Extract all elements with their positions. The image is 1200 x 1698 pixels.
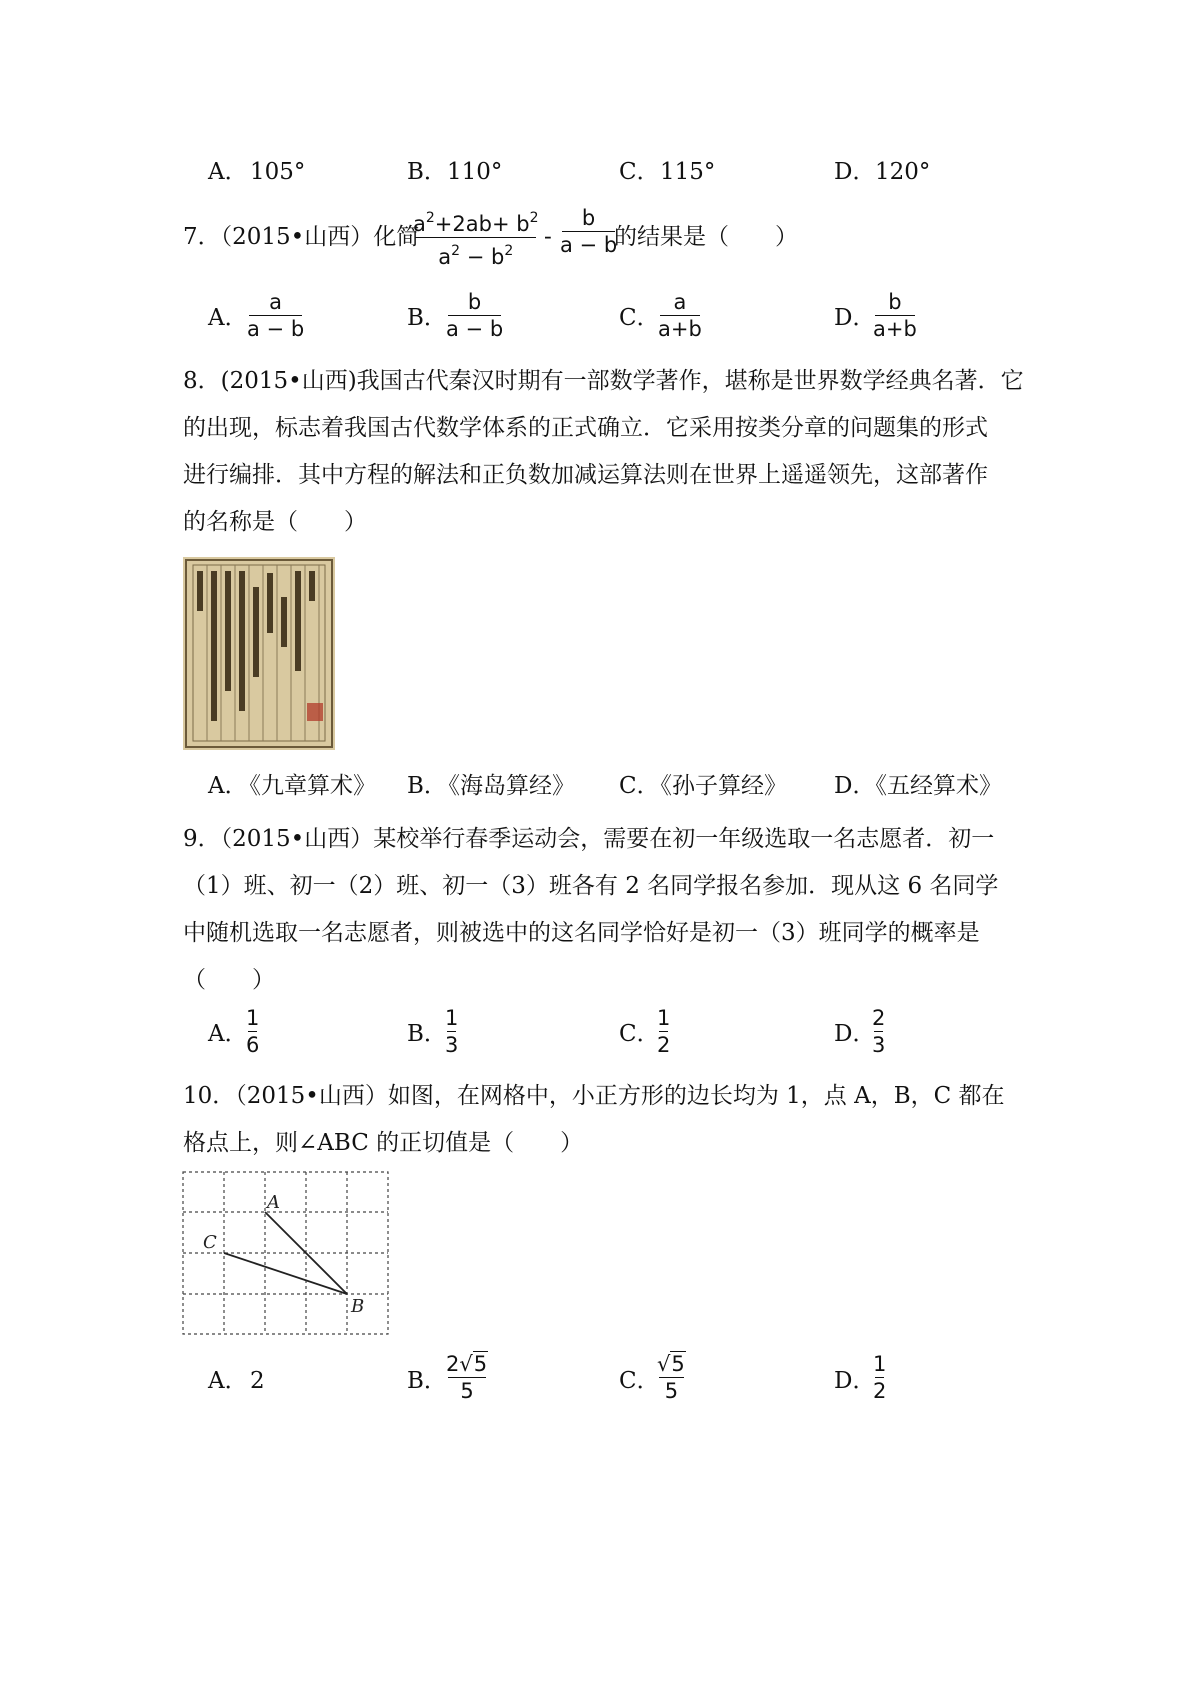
q10-option-a-letter: A．	[208, 1368, 248, 1394]
q8-option-c: 《孙子算经》	[649, 773, 787, 799]
denominator: a+b	[658, 317, 702, 341]
denominator: 2	[873, 1379, 887, 1403]
q6-option-a-letter: A．	[208, 159, 248, 185]
q9-line-3: 中随机选取一名志愿者，则被选中的这名同学恰好是初一（3）班同学的概率是	[183, 920, 980, 946]
point-b-label: B	[351, 1296, 365, 1317]
q10-option-b	[446, 1351, 488, 1404]
q7-frac1-denominator: $a^2 - b^2$	[438, 243, 514, 269]
numerator: 2	[872, 1006, 886, 1030]
q6-option-d: 120°	[875, 159, 931, 185]
q9-line-4: （ ）	[183, 967, 275, 993]
q10-option-d-letter: D．	[834, 1368, 876, 1394]
q7-option-a	[247, 289, 304, 342]
q9-line-1: 9．（2015•山西）某校举行春季运动会，需要在初一年级选取一名志愿者．初一	[183, 826, 995, 852]
q7-option-b	[446, 289, 503, 342]
denominator: 5	[460, 1379, 474, 1403]
q9-line-2: （1）班、初一（2）班、初一（3）班各有 2 名同学报名参加．现从这 6 名同学	[183, 873, 999, 899]
q6-option-b: 110°	[447, 159, 503, 185]
q8-option-d: 《五经算术》	[864, 773, 1002, 799]
q9-option-d	[872, 1005, 885, 1058]
q7-option-d-letter: D．	[834, 305, 876, 331]
q8-option-b-letter: B．	[407, 773, 447, 799]
point-c-label: C	[203, 1232, 217, 1253]
q10-option-a: 2	[250, 1368, 265, 1394]
q10-line-1: 10．（2015•山西）如图，在网格中，小正方形的边长均为 1，点 A，B，C 都在	[183, 1083, 1005, 1109]
q6-option-c-letter: C．	[619, 159, 660, 185]
q8-line-4: 的名称是（ ）	[183, 509, 367, 535]
numerator: 1	[246, 1006, 260, 1030]
denominator: a − b	[247, 317, 305, 341]
q8-option-a: 《九章算术》	[238, 773, 376, 799]
q8-option-a-letter: A．	[208, 773, 248, 799]
point-a-label: A	[267, 1192, 280, 1213]
segment-cb	[224, 1253, 347, 1294]
q7-minus: -	[544, 224, 552, 250]
denominator: 3	[872, 1033, 886, 1057]
q7-frac1-numerator: $a^2+2ab+ b^2$	[413, 210, 539, 236]
q7-frac2-denominator: a − b	[560, 233, 618, 257]
q9-option-c-letter: C．	[619, 1021, 660, 1047]
numerator: b	[888, 290, 902, 314]
numerator: 2√5	[446, 1352, 488, 1376]
numerator: 1	[445, 1006, 459, 1030]
numerator: 1	[873, 1352, 887, 1376]
q8-line-2: 的出现，标志着我国古代数学体系的正式确立．它采用按类分章的问题集的形式	[183, 415, 988, 441]
q6-option-d-letter: D．	[834, 159, 876, 185]
q7-option-d	[873, 289, 917, 342]
denominator: 5	[664, 1379, 679, 1403]
q9-option-b	[445, 1005, 458, 1058]
q10-option-c-letter: C．	[619, 1368, 660, 1394]
denominator: a − b	[446, 317, 504, 341]
grid-figure	[181, 1170, 391, 1338]
q9-option-a-letter: A．	[208, 1021, 248, 1047]
q10-option-b-letter: B．	[407, 1368, 447, 1394]
q8-option-c-letter: C．	[619, 773, 660, 799]
q8-line-3: 进行编排．其中方程的解法和正负数加减运算法则在世界上遥遥领先，这部著作	[183, 462, 988, 488]
q6-option-c: 115°	[660, 159, 716, 185]
q9-option-d-letter: D．	[834, 1021, 876, 1047]
denominator: 6	[246, 1033, 260, 1057]
q10-line-2: 格点上，则∠ABC 的正切值是（ ）	[183, 1130, 584, 1156]
denominator: 3	[445, 1033, 459, 1057]
q6-option-b-letter: B．	[407, 159, 447, 185]
numerator: b	[467, 290, 482, 314]
q7-prefix: 7．（2015•山西）化简	[183, 224, 420, 250]
q8-line-1: 8．(2015•山西)我国古代秦汉时期有一部数学著作，堪称是世界数学经典名著．它	[183, 368, 1024, 394]
q9-option-c	[657, 1005, 670, 1058]
q7-suffix: 的结果是（ ）	[614, 224, 798, 250]
q6-option-a: 105°	[250, 159, 306, 185]
denominator: a+b	[873, 317, 917, 341]
q8-option-d-letter: D．	[834, 773, 876, 799]
numerator: 1	[657, 1006, 671, 1030]
ancient-book-image	[183, 557, 335, 750]
q7-option-c-letter: C．	[619, 305, 660, 331]
q7-option-b-letter: B．	[407, 305, 447, 331]
q7-fraction-1	[413, 205, 538, 270]
denominator: 2	[657, 1033, 671, 1057]
numerator: a	[673, 290, 687, 314]
q7-option-a-letter: A．	[208, 305, 248, 331]
q7-frac2-numerator: b	[581, 206, 596, 230]
numerator: √5	[657, 1352, 685, 1376]
q8-option-b: 《海岛算经》	[437, 773, 575, 799]
numerator: a	[269, 290, 283, 314]
q7-fraction-2	[560, 205, 617, 258]
q10-option-c	[657, 1351, 686, 1404]
q9-option-b-letter: B．	[407, 1021, 447, 1047]
q9-option-a	[246, 1005, 259, 1058]
q10-option-d	[873, 1351, 886, 1404]
q7-option-c	[658, 289, 702, 342]
